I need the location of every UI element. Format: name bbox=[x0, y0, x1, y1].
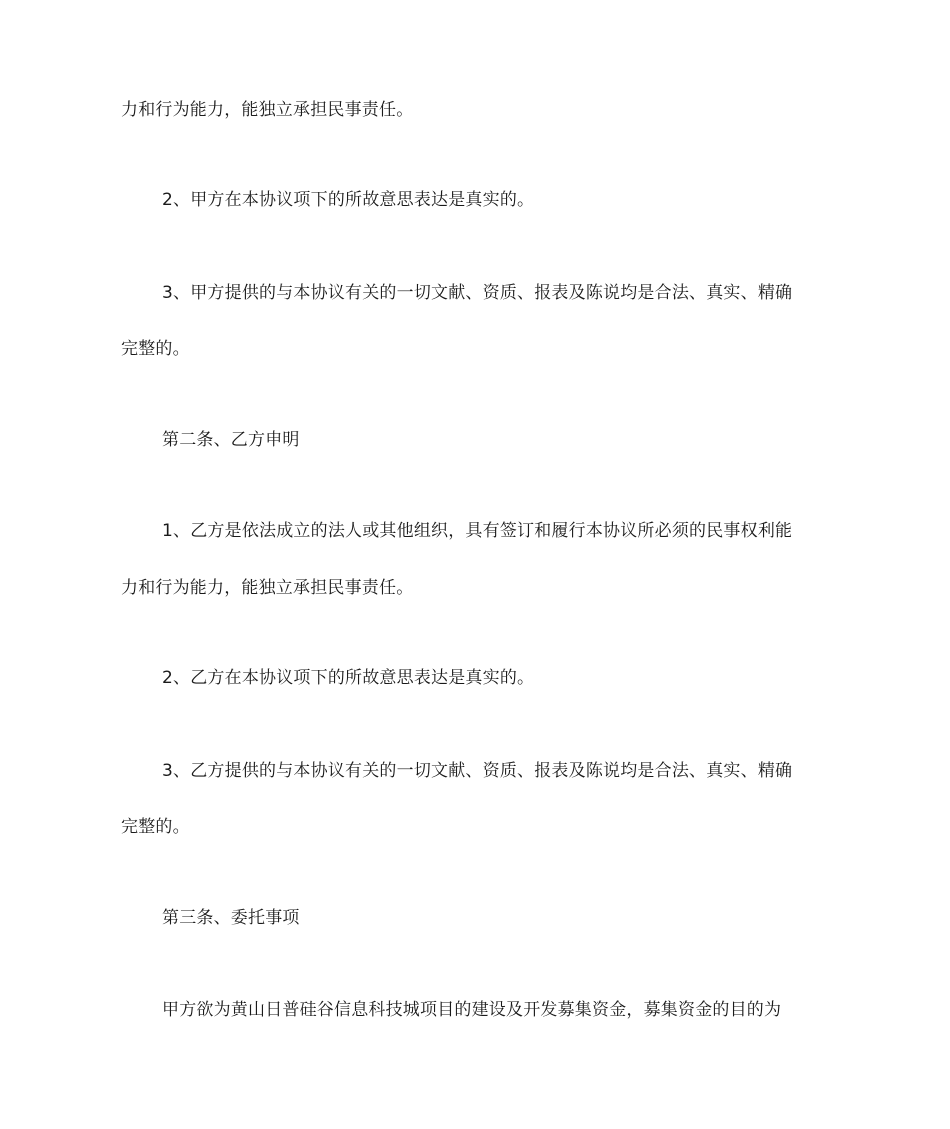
paragraph-line: 完整的。 bbox=[121, 339, 190, 359]
paragraph-line: 2、甲方在本协议项下的所故意思表达是真实的。 bbox=[162, 190, 535, 210]
paragraph-line: 2、乙方在本协议项下的所故意思表达是真实的。 bbox=[162, 668, 535, 688]
paragraph-line: 3、甲方提供的与本协议有关的一切文献、资质、报表及陈说均是合法、真实、精确 bbox=[162, 283, 793, 303]
paragraph-line: 3、乙方提供的与本协议有关的一切文献、资质、报表及陈说均是合法、真实、精确 bbox=[162, 761, 793, 781]
paragraph-line: 力和行为能力，能独立承担民事责任。 bbox=[121, 100, 414, 120]
paragraph-line: 甲方欲为黄山日普硅谷信息科技城项目的建设及开发募集资金，募集资金的目的为 bbox=[162, 1000, 782, 1020]
section-heading: 第二条、乙方申明 bbox=[162, 430, 300, 450]
paragraph-line: 完整的。 bbox=[121, 817, 190, 837]
paragraph-line: 1、乙方是依法成立的法人或其他组织，具有签订和履行本协议所必须的民事权利能 bbox=[162, 521, 793, 541]
section-heading: 第三条、委托事项 bbox=[162, 908, 300, 928]
paragraph-line: 力和行为能力，能独立承担民事责任。 bbox=[121, 578, 414, 598]
